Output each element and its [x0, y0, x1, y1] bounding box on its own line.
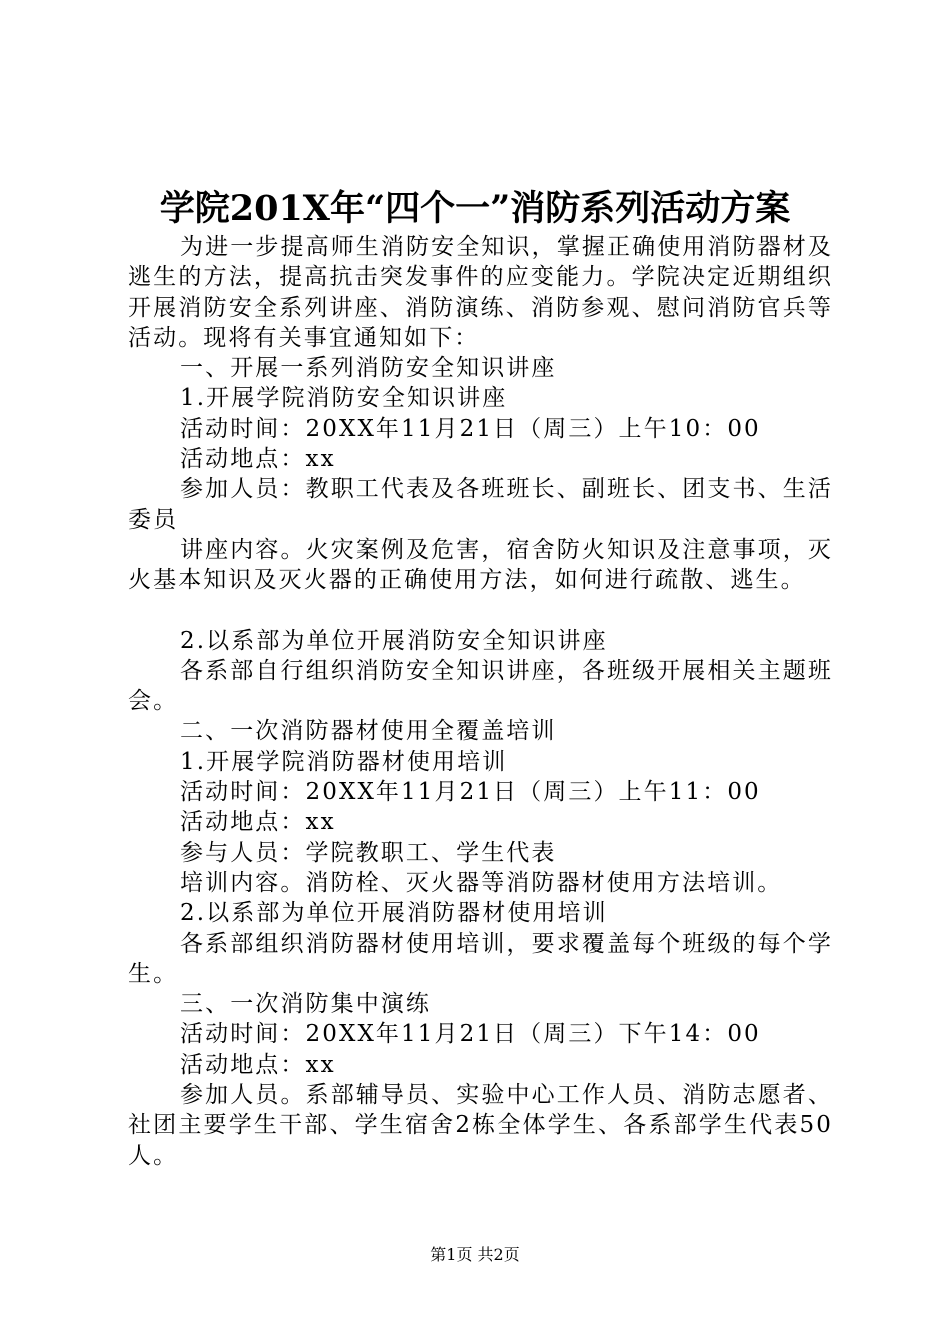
subsection-heading-2-2: 2.以系部为单位开展消防器材使用培训 — [180, 900, 608, 927]
participants-1: 参加人员：教职工代表及各班班长、副班长、团支书、生活委员 — [128, 476, 833, 533]
activity-time-3: 活动时间：20XX年11月21日（周三）下午14：00 — [180, 1021, 761, 1048]
department-training-text: 各系部组织消防器材使用培训，要求覆盖每个班级的每个学生。 — [128, 930, 833, 987]
subsection-heading-2-1: 1.开展学院消防器材使用培训 — [180, 748, 508, 775]
subsection-heading-1-1: 1.开展学院消防安全知识讲座 — [180, 385, 508, 412]
participants-2: 参与人员：学院教职工、学生代表 — [180, 839, 557, 866]
subsection-heading-1-2: 2.以系部为单位开展消防安全知识讲座 — [180, 627, 608, 654]
activity-time-1: 活动时间：20XX年11月21日（周三）上午10：00 — [180, 415, 761, 442]
document-title: 学院201X年“四个一”消防系列活动方案 — [159, 188, 791, 229]
paragraph-gap — [128, 596, 833, 626]
section-heading-1: 一、开展一系列消防安全知识讲座 — [180, 355, 557, 382]
section-heading-3: 三、一次消防集中演练 — [180, 991, 431, 1018]
activity-location-1: 活动地点：xx — [180, 446, 336, 473]
page-indicator: 第1页 共2页 — [430, 1245, 520, 1264]
training-content: 培训内容。消防栓、灭火器等消防器材使用方法培训。 — [180, 869, 783, 896]
intro-paragraph: 为进一步提高师生消防安全知识，掌握正确使用消防器材及逃生的方法，提高抗击突发事件的应变能力。学院决定近期组织开展消防安全系列讲座、消防演练、消防参观、慰问消防官兵等活动。现将有关事宜通知如下： — [128, 234, 833, 351]
activity-time-2: 活动时间：20XX年11月21日（周三）上午11：00 — [180, 779, 761, 806]
lecture-content: 讲座内容。火灾案例及危害，宿舍防火知识及注意事项，灭火基本知识及灭火器的正确使用方法，如何进行疏散、逃生。 — [128, 536, 833, 594]
activity-location-3: 活动地点：xx — [180, 1051, 336, 1078]
activity-location-2: 活动地点：xx — [180, 809, 336, 836]
department-lecture-text: 各系部自行组织消防安全知识讲座，各班级开展相关主题班会。 — [128, 657, 833, 715]
document-body — [128, 232, 833, 1171]
section-heading-2: 二、一次消防器材使用全覆盖培训 — [180, 718, 557, 745]
participants-3: 参加人员。系部辅导员、实验中心工作人员、消防志愿者、社团主要学生干部、学生宿舍2栋全体学生、各系部学生代表50人。 — [128, 1082, 833, 1169]
